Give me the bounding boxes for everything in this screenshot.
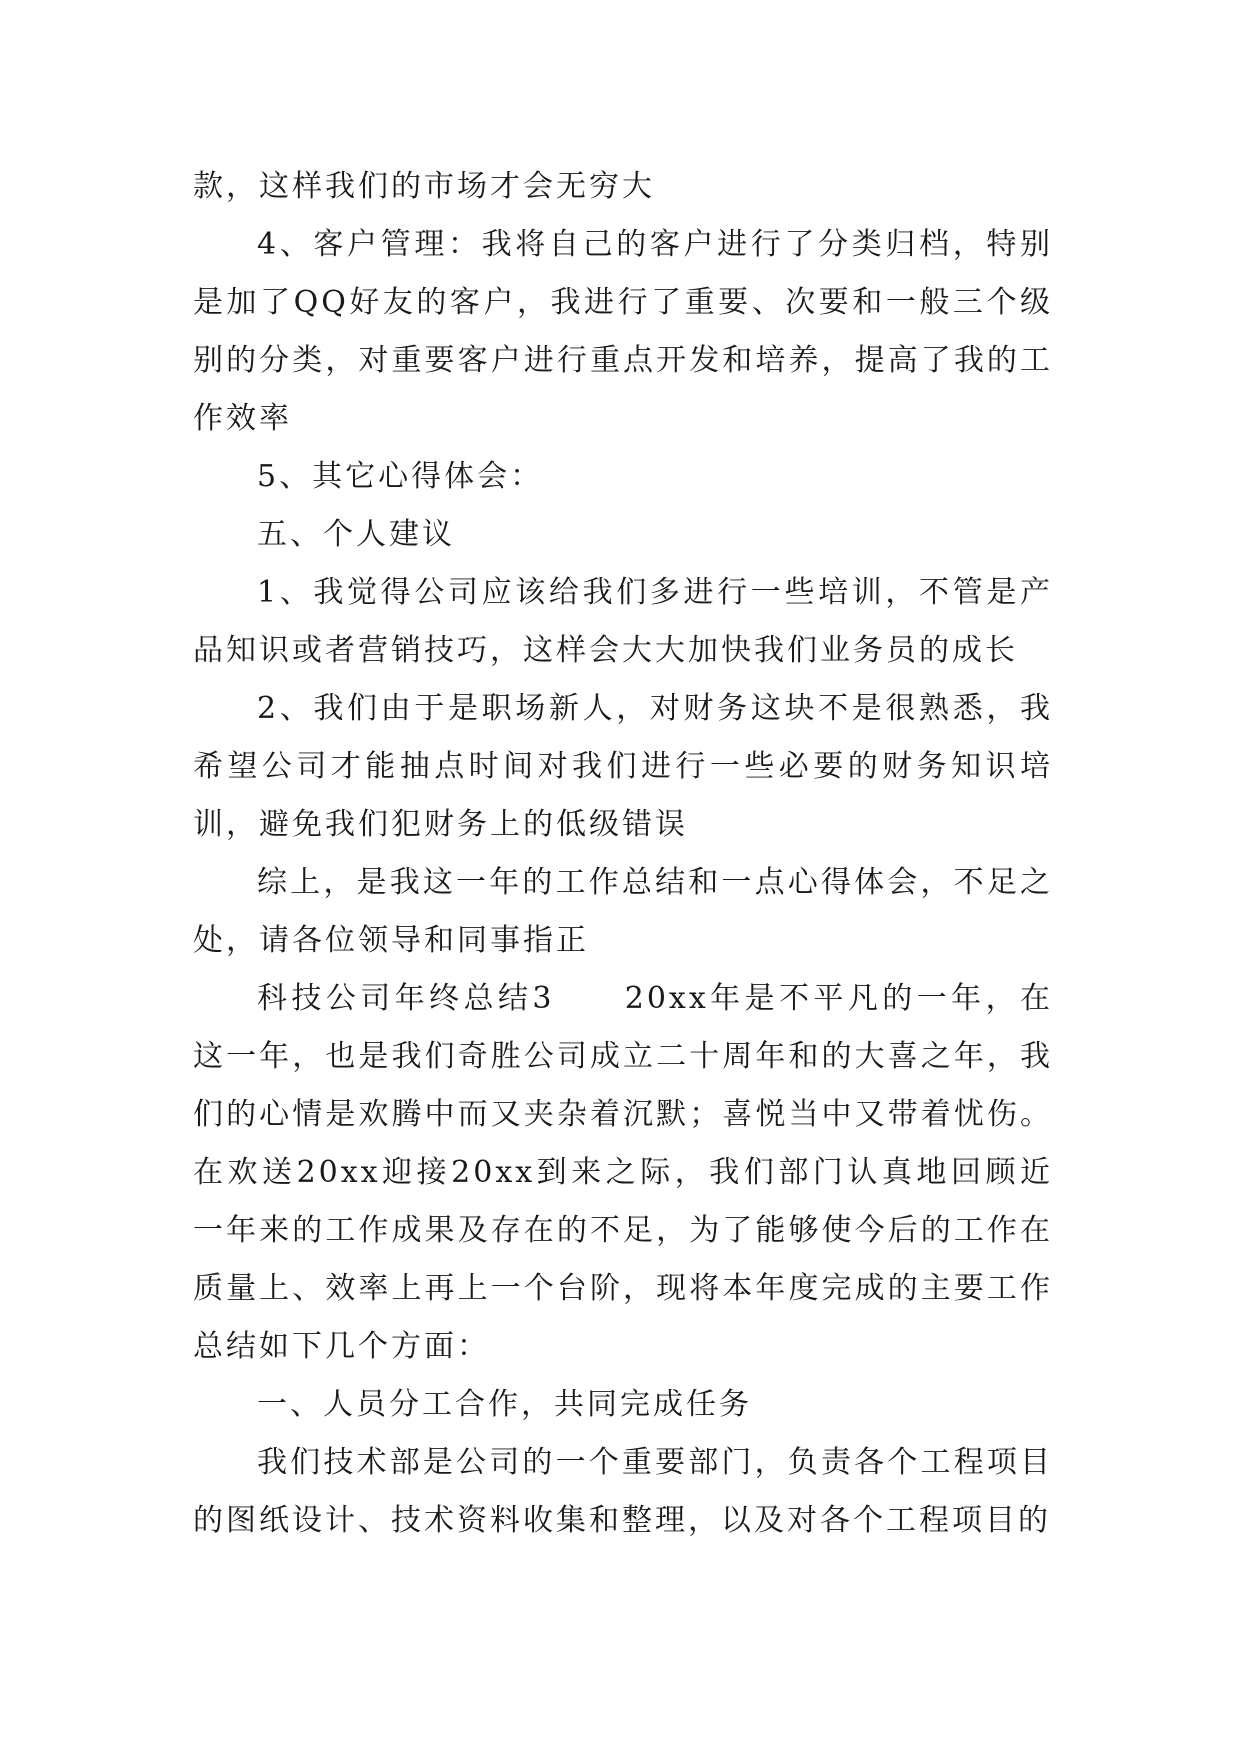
section-heading-personal-suggestions: 五、个人建议 bbox=[257, 517, 455, 552]
paragraph-year-end-summary-3: 科技公司年终总结3 20xx年是不平凡的一年，在这一年，也是我们奇胜公司成立二十周年和的大喜之年，我们的心情是欢腾中而又夹杂着沉默；喜悦当中又带着忧伤。在欢送20xx迎接20xx到来之际，我们部门认真地回顾近一年来的工作成果及存在的不足，为了能够使今后的工作在质量上、效率上再上一个台阶，现将本年度完成的主要工作总结如下几个方面： bbox=[193, 981, 1053, 1364]
paragraph-customer-management: 4、客户管理：我将自己的客户进行了分类归档，特别是加了QQ好友的客户，我进行了重要、次要和一般三个级别的分类，对重要客户进行重点开发和培养，提高了我的工作效率 bbox=[193, 227, 1053, 436]
paragraph-suggestion-2: 2、我们由于是职场新人，对财务这块不是很熟悉，我希望公司才能抽点时间对我们进行一些必要的财务知识培训，避免我们犯财务上的低级错误 bbox=[193, 691, 1053, 842]
paragraph-tech-department: 我们技术部是公司的一个重要部门，负责各个工程项目的图纸设计、技术资料收集和整理，以及对各个工程项目的 bbox=[193, 1445, 1053, 1538]
section-heading-division-of-labor: 一、人员分工合作，共同完成任务 bbox=[257, 1387, 752, 1422]
paragraph-1: 款，这样我们的市场才会无穷大 bbox=[193, 169, 655, 204]
paragraph-other-experience: 5、其它心得体会： bbox=[257, 459, 544, 494]
paragraph-suggestion-1: 1、我觉得公司应该给我们多进行一些培训，不管是产品知识或者营销技巧，这样会大大加快我们业务员的成长 bbox=[193, 575, 1053, 668]
paragraph-conclusion: 综上，是我这一年的工作总结和一点心得体会，不足之处，请各位领导和同事指正 bbox=[193, 865, 1053, 958]
document-body bbox=[193, 158, 1053, 1550]
